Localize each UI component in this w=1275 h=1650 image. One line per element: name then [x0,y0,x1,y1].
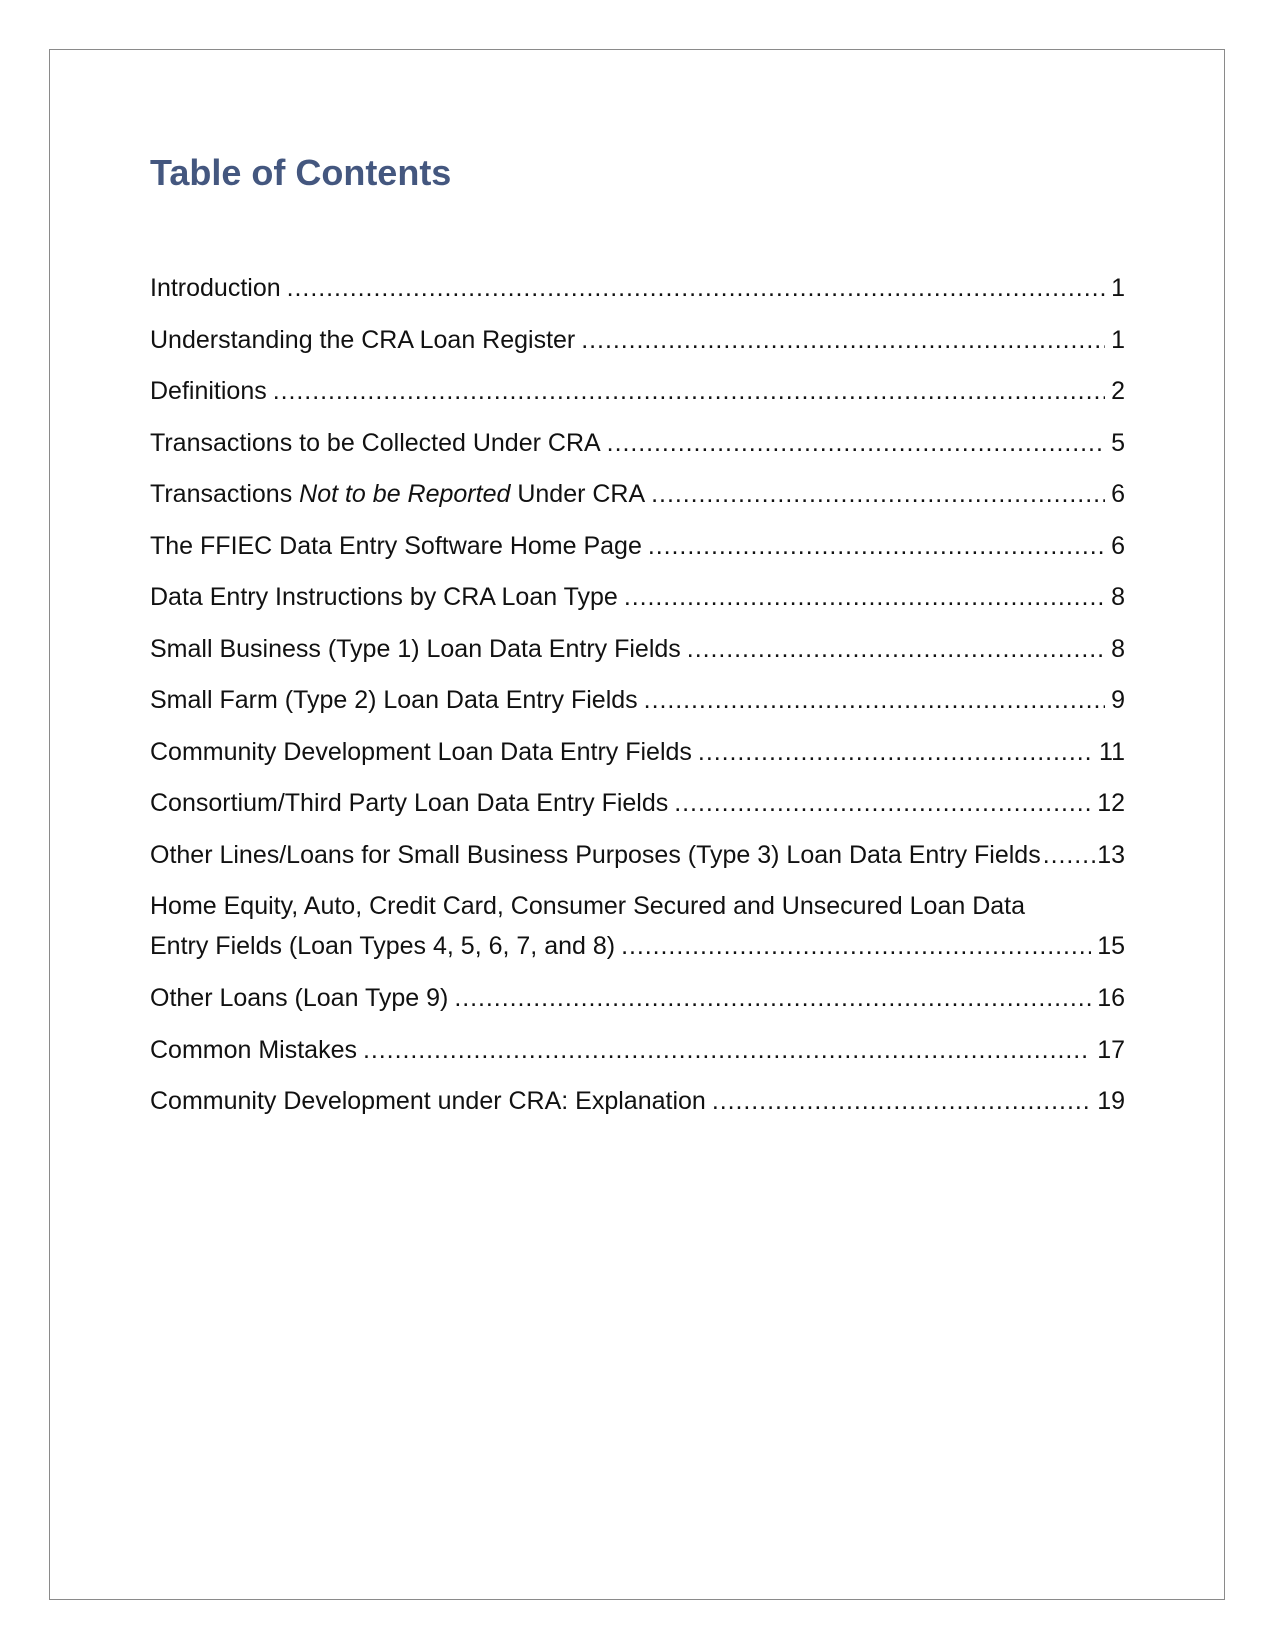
toc-entry-transactions-collected[interactable] [150,423,1125,475]
toc-entry-page: 8 [1111,583,1125,611]
toc-entry-title: Consortium/Third Party Loan Data Entry Fields [150,789,669,817]
toc-dot-leader [698,732,1093,772]
toc-entry-title-line1: Home Equity, Auto, Credit Card, Consumer Secured and Unsecured Loan Data [150,892,1025,920]
toc-entry-title: Other Loans (Loan Type 9) [150,984,449,1012]
toc-entry-transactions-not-reported[interactable] [150,474,1125,526]
toc-entry-title-emphasis: Not to be Reported [299,480,511,508]
toc-dot-leader [454,978,1091,1018]
toc-entry-page: 15 [1097,932,1125,960]
toc-entry-page: 12 [1097,789,1125,817]
toc-entry-consortium-third-party[interactable] [150,783,1125,835]
toc-dot-leader [651,474,1105,514]
toc-entry-small-farm-type-2[interactable] [150,680,1125,732]
toc-entry-home-equity-auto-credit[interactable] [150,886,1125,978]
toc-entry-title: Other Lines/Loans for Small Business Purposes (Type 3) Loan Data Entry Fields [150,840,1041,869]
toc-entry-page: 6 [1111,531,1125,560]
toc-heading: Table of Contents [150,152,452,193]
toc-entry-title: Data Entry Instructions by CRA Loan Type [150,583,618,611]
toc-entry-introduction[interactable] [150,268,1125,320]
toc-dot-leader [287,268,1105,308]
toc-dot-leader [674,783,1091,823]
toc-entry-title: Small Farm (Type 2) Loan Data Entry Fields [150,686,638,714]
toc-entry-title-pre: Transactions [150,480,300,508]
toc-dot-leader [273,371,1105,411]
toc-entry-page: 6 [1111,480,1125,508]
toc-entry-title: Understanding the CRA Loan Register [150,325,576,354]
toc-dot-leader [644,680,1105,720]
toc-entry-small-business-type-1[interactable] [150,629,1125,681]
toc-entry-community-development-explanation[interactable] [150,1081,1125,1133]
toc-entry-page: 1 [1111,325,1125,354]
toc-list [150,268,1125,1133]
toc-entry-ffiec-home-page[interactable] [150,526,1125,578]
toc-entry-title-line2: Entry Fields (Loan Types 4, 5, 6, 7, and 8) [150,932,616,960]
toc-dot-leader [1043,835,1095,875]
toc-entry-title: Definitions [150,377,267,405]
toc-entry-title: Common Mistakes [150,1035,357,1064]
toc-dot-leader [607,423,1105,463]
toc-entry-title [150,474,651,514]
toc-entry-definitions[interactable] [150,371,1125,423]
toc-entry-understanding-cra-loan-register[interactable] [150,320,1125,372]
toc-dot-leader [581,320,1105,360]
toc-entry-common-mistakes[interactable] [150,1030,1125,1082]
toc-dot-leader [363,1030,1091,1070]
toc-entry-page: 11 [1099,737,1125,766]
toc-entry-page: 9 [1111,686,1125,714]
toc-dot-leader [624,577,1105,617]
toc-entry-page: 17 [1097,1035,1125,1064]
toc-entry-other-loans-type-9[interactable] [150,978,1125,1030]
toc-entry-title-post: Under CRA [510,480,646,508]
toc-entry-page: 19 [1097,1087,1125,1115]
toc-entry-data-entry-instructions[interactable] [150,577,1125,629]
toc-entry-title: Small Business (Type 1) Loan Data Entry Fields [150,634,681,663]
toc-dot-leader [648,526,1105,566]
toc-dot-leader [712,1081,1091,1121]
toc-entry-page: 2 [1111,377,1125,405]
toc-entry-page: 8 [1111,634,1125,663]
toc-entry-title: The FFIEC Data Entry Software Home Page [150,531,642,560]
toc-entry-page: 5 [1111,428,1125,457]
toc-dot-leader [621,926,1091,966]
toc-entry-page: 1 [1111,274,1125,302]
toc-dot-leader [687,629,1105,669]
toc-entry-title: Community Development under CRA: Explanation [150,1087,706,1115]
toc-entry-title: Community Development Loan Data Entry Fields [150,737,692,766]
toc-entry-title: Transactions to be Collected Under CRA [150,428,601,457]
toc-entry-title: Introduction [150,274,281,302]
toc-entry-community-development-loan[interactable] [150,732,1125,784]
toc-entry-page: 13 [1097,840,1125,869]
toc-entry-page: 16 [1097,984,1125,1012]
toc-entry-other-lines-type-3[interactable] [150,835,1125,887]
